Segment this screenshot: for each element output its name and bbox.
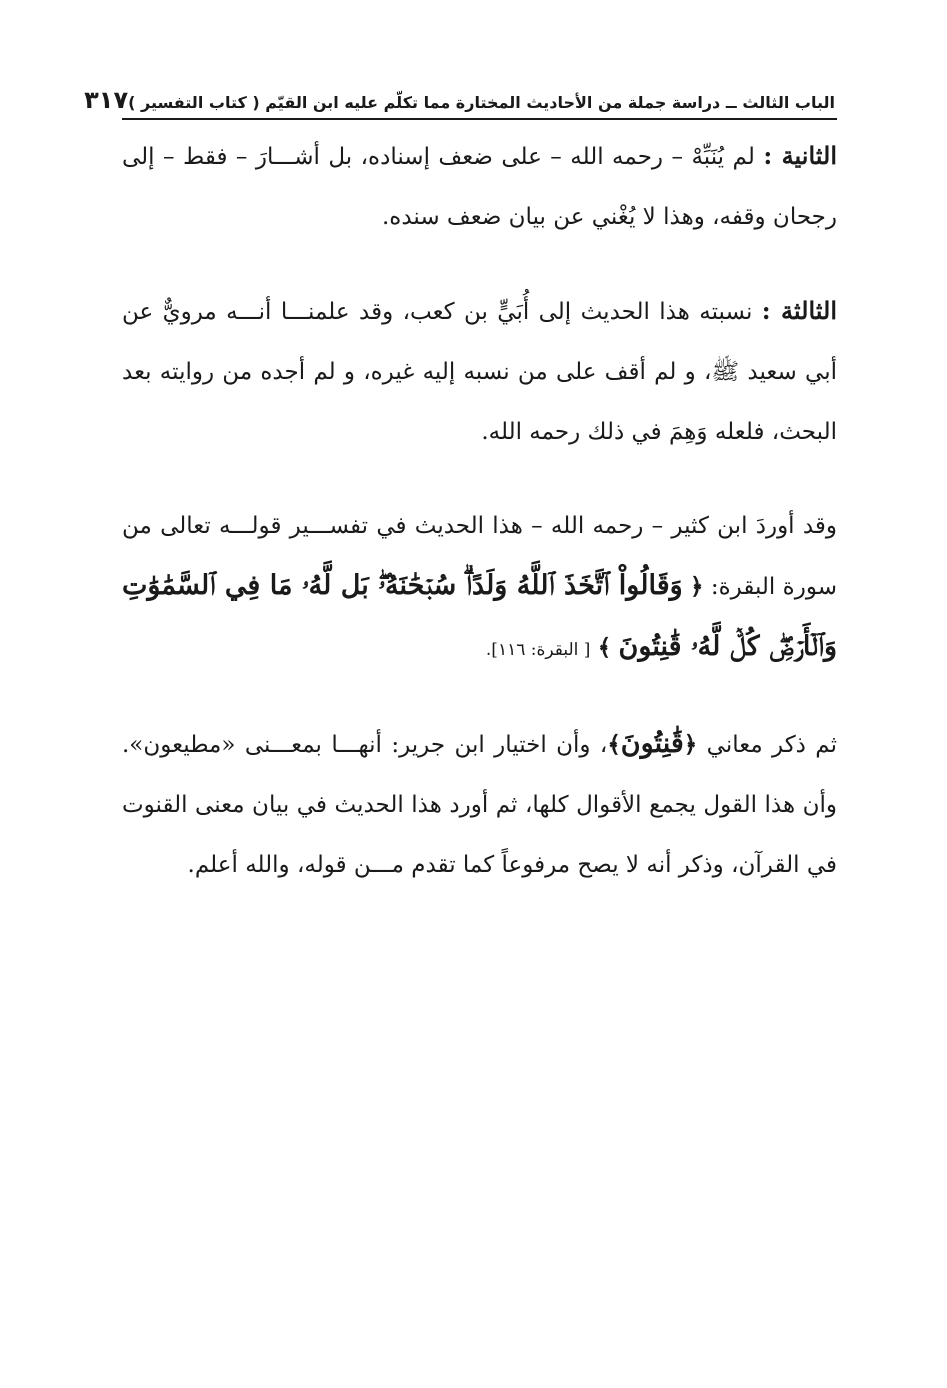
page — [84, 86, 838, 895]
paragraph-third — [122, 281, 837, 462]
page-number: ٣١٧ — [84, 86, 129, 114]
paragraph-text: لم يُنَبِّهْ – رحمه الله – على ضعف إسناده، بل أشـــارَ – فقط – إلى رجحان وقفه، وهذا لا يُغْني عن بيان ضعف سنده. — [122, 144, 837, 230]
paragraph-lead: الثالثة : — [761, 296, 838, 325]
paragraph-text: ، وأن اختيار ابن جرير: أنهـــا بمعـــنى «مطيعون». وأن هذا القول يجمع الأقوال كلها، ثم أورد هذا الحديث في بيان معنى القنوت في القرآن، وذكر أنه لا يصح مرفوعاً كما تقدم مـــن قوله، والله أعلم. — [122, 732, 837, 878]
ornate-bracket-open: ﴿ — [683, 731, 698, 758]
paragraph-text: نسبته هذا الحديث إلى أُبَيٍّ بن كعب، وقد علمنـــا أنـــه مرويٌّ عن أبي سعيد ﷺ، و لم أقف على من نسبه إليه غيره، و لم أجده من روايته بعد البحث، فلعله وَهِمَ في ذلك رحمه الله. — [122, 299, 837, 445]
ornate-bracket-open: ﴿ — [690, 573, 704, 600]
paragraph-text: ثم ذكر معاني — [706, 732, 838, 758]
ornate-bracket-close: ﴾ — [597, 634, 612, 661]
paragraph-text: وقد أوردَ ابن كثير – رحمه الله – هذا الحديث في تفســـير قولـــه تعالى من سورة البقرة: — [122, 513, 837, 600]
verse-reference: [ البقرة: ١١٦]. — [485, 640, 591, 660]
ornate-bracket-close: ﴾ — [607, 731, 621, 758]
paragraph-second — [122, 126, 837, 247]
header-title: الباب الثالث ــ دراسة جملة من الأحاديث المختارة مما تكلّم عليه ابن القيّم ( كتاب التفسير ) — [128, 93, 835, 112]
paragraph-meaning — [122, 714, 837, 895]
quran-verse: وَقَالُواْ ٱتَّخَذَ ٱللَّهُ وَلَدًاۗ سُبۡحَٰنَهُۥۖ بَل لَّهُۥ مَا فِي ٱلسَّمَٰوَٰتِ وَٱلۡأَرۡضِۖ كُلّٞ لَّهُۥ قَٰنِتُونَ — [122, 570, 837, 662]
running-header — [84, 86, 837, 120]
paragraph-ibn-kathir — [122, 496, 837, 680]
paragraph-lead: الثانية : — [763, 141, 838, 170]
quran-word: قَٰنِتُونَ — [620, 728, 684, 759]
